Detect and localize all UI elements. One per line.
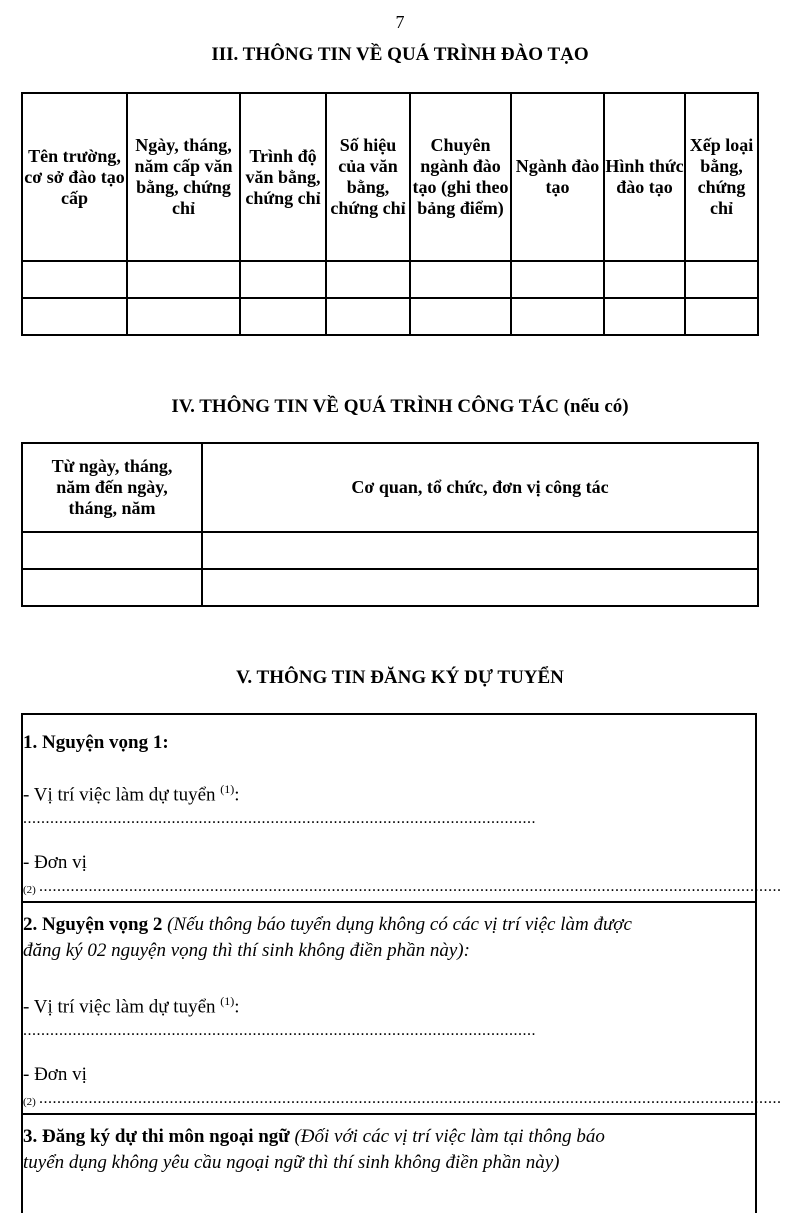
table-cell[interactable] xyxy=(326,261,410,298)
column-header: Xếp loại bằng, chứng chỉ xyxy=(685,93,758,261)
column-header: Từ ngày, tháng, năm đến ngày, tháng, năm xyxy=(22,443,202,532)
wish1-position-label xyxy=(23,777,240,807)
column-header: Chuyên ngành đào tạo (ghi theo bảng điểm) xyxy=(410,93,511,261)
table-cell[interactable] xyxy=(685,298,758,335)
table-cell[interactable] xyxy=(326,298,410,335)
table-cell[interactable] xyxy=(685,261,758,298)
table-row xyxy=(22,298,758,335)
table-cell[interactable] xyxy=(22,298,127,335)
wish1-unit-fill-line[interactable]: ..................................................................................................................................................................... xyxy=(39,878,782,895)
table-cell[interactable] xyxy=(127,261,240,298)
row-divider xyxy=(23,1113,755,1115)
wish2-position-label xyxy=(23,989,240,1019)
section-title-registration: V. THÔNG TIN ĐĂNG KÝ DỰ TUYỂN xyxy=(236,667,564,688)
language-heading-text: 3. Đăng ký dự thi môn ngoại ngữ xyxy=(23,1126,290,1147)
wish2-heading-text: 2. Nguyện vọng 2 xyxy=(23,914,163,935)
language-note: (Đối với các vị trí việc làm tại thông báo xyxy=(294,1126,605,1147)
table-cell[interactable] xyxy=(22,532,202,569)
wish1-position-fill-line[interactable]: .................................................................................................................. xyxy=(23,810,536,827)
table-cell[interactable] xyxy=(240,261,326,298)
row-divider xyxy=(23,901,755,903)
wish2-note: (Nếu thông báo tuyển dụng không có các vị trí việc làm được xyxy=(167,914,632,935)
column-header: Trình độ văn bằng, chứng chỉ xyxy=(240,93,326,261)
wish1-position-label-text: - Vị trí việc làm dự tuyển xyxy=(23,784,216,806)
colon: : xyxy=(234,784,240,806)
wish1-heading-text: 1. Nguyện vọng 1: xyxy=(23,732,169,753)
column-header: Hình thức đào tạo xyxy=(604,93,685,261)
table-cell[interactable] xyxy=(604,261,685,298)
table-cell[interactable] xyxy=(127,298,240,335)
section-title-work-text: IV. THÔNG TIN VỀ QUÁ TRÌNH CÔNG TÁC xyxy=(171,396,559,417)
table-row xyxy=(22,261,758,298)
wish2-note-cont: đăng ký 02 nguyện vọng thì thí sinh không điền phần này): xyxy=(23,940,470,961)
table-cell[interactable] xyxy=(511,298,604,335)
table-cell[interactable] xyxy=(410,298,511,335)
column-header: Cơ quan, tổ chức, đơn vị công tác xyxy=(202,443,758,532)
footnote-mark: (2) xyxy=(23,884,36,896)
language-heading xyxy=(23,1125,605,1149)
footnote-mark: (1) xyxy=(220,782,235,796)
footnote-mark: (1) xyxy=(220,994,235,1008)
page-number: 7 xyxy=(395,12,405,32)
table-cell[interactable] xyxy=(22,261,127,298)
table-row xyxy=(22,569,758,606)
table-cell[interactable] xyxy=(202,532,758,569)
table-cell[interactable] xyxy=(410,261,511,298)
column-header: Ngày, tháng, năm cấp văn bằng, chứng chỉ xyxy=(127,93,240,261)
table-row xyxy=(22,532,758,569)
training-table xyxy=(21,92,759,336)
wish2-unit-fill-line[interactable]: ..................................................................................................................................................................... xyxy=(39,1090,782,1107)
wish2-note-line2 xyxy=(23,939,470,963)
wish2-heading xyxy=(23,913,632,937)
table-cell[interactable] xyxy=(202,569,758,606)
registration-box xyxy=(21,713,782,1213)
section-title-work xyxy=(0,396,800,418)
section-title-training: III. THÔNG TIN VỀ QUÁ TRÌNH ĐÀO TẠO xyxy=(211,44,589,65)
wish2-unit-label: - Đơn vị xyxy=(23,1064,87,1085)
column-header: Ngành đào tạo xyxy=(511,93,604,261)
training-header-row xyxy=(22,93,758,261)
table-cell[interactable] xyxy=(511,261,604,298)
wish1-heading xyxy=(23,731,169,755)
colon: : xyxy=(234,996,240,1018)
work-header-row xyxy=(22,443,758,532)
table-cell[interactable] xyxy=(240,298,326,335)
wish2-position-fill-line[interactable]: .................................................................................................................. xyxy=(23,1022,536,1039)
wish2-position-label-text: - Vị trí việc làm dự tuyển xyxy=(23,996,216,1018)
language-note-line2 xyxy=(23,1151,559,1175)
column-header: Số hiệu của văn bằng, chứng chỉ xyxy=(326,93,410,261)
table-cell[interactable] xyxy=(604,298,685,335)
table-cell[interactable] xyxy=(22,569,202,606)
footnote-mark: (2) xyxy=(23,1096,36,1108)
section-title-work-note: (nếu có) xyxy=(563,396,629,417)
language-note-cont: tuyển dụng không yêu cầu ngoại ngữ thì thí sinh không điền phần này) xyxy=(23,1152,560,1173)
wish1-unit-label: - Đơn vị xyxy=(23,852,87,873)
column-header: Tên trường, cơ sở đào tạo cấp xyxy=(22,93,127,261)
work-history-table xyxy=(21,442,759,607)
